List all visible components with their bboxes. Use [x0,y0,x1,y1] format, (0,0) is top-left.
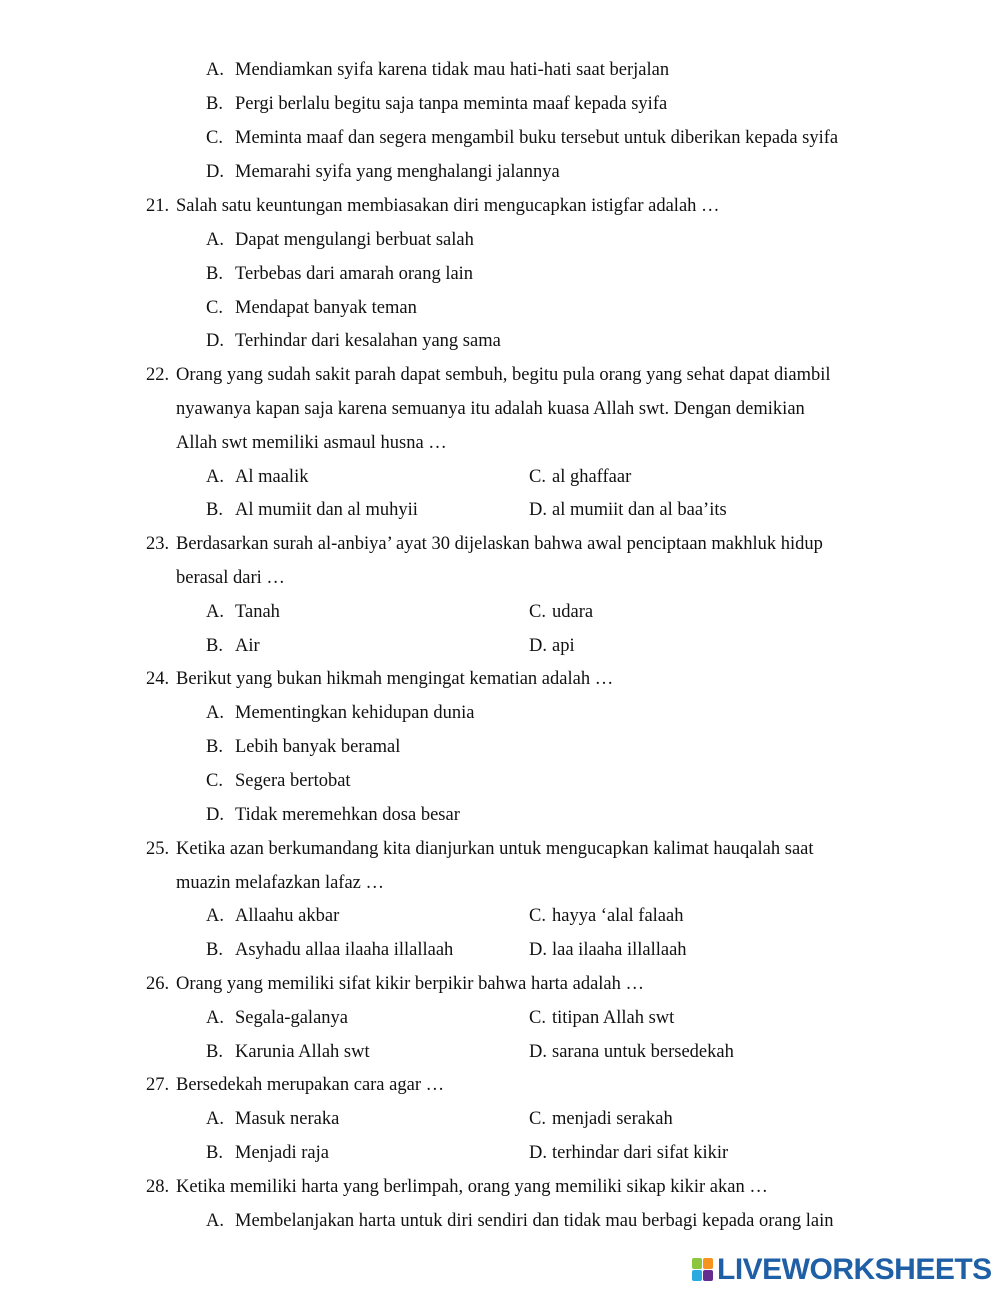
question-text: Orang yang memiliki sifat kikir berpikir bahwa harta adalah … [176,974,645,994]
option-text: udara [552,602,594,622]
liveworksheets-logo[interactable] [692,1254,992,1286]
option-letter: A. [206,1008,224,1028]
question-text: Berdasarkan surah al-anbiya’ ayat 30 dijelaskan bahwa awal penciptaan makhluk hidup [176,534,823,554]
option-letter: D. [206,162,224,182]
option-text: Tanah [235,602,280,622]
question-text: Berikut yang bukan hikmah mengingat kematian adalah … [176,669,614,689]
option-letter: D. [206,805,224,825]
option-letter: A. [206,230,224,250]
option-letter: A. [206,602,224,622]
question-text: Ketika azan berkumandang kita dianjurkan untuk mengucapkan kalimat hauqalah saat [176,839,814,859]
option-letter: C. [529,1109,546,1129]
option-text: terhindar dari sifat kikir [552,1143,729,1163]
option-letter: C. [206,771,223,791]
option-text: al ghaffaar [552,467,632,487]
question-number: 25. [146,839,170,859]
option-letter: A. [206,1109,224,1129]
option-text: Al mumiit dan al muhyii [235,500,418,520]
option-letter: B. [206,737,223,757]
option-letter: B. [206,264,223,284]
option-letter: B. [206,94,223,114]
question-text: Bersedekah merupakan cara agar … [176,1075,445,1095]
option-text: hayya ‘alal falaah [552,906,684,926]
option-letter: B. [206,940,223,960]
option-letter: D. [529,1042,547,1062]
question-text: berasal dari … [176,568,285,588]
option-text: Segera bertobat [235,771,351,791]
question-number: 22. [146,365,170,385]
option-text: api [552,636,575,656]
option-text: sarana untuk bersedekah [552,1042,734,1062]
option-text: Segala-galanya [235,1008,348,1028]
option-text: Masuk neraka [235,1109,340,1129]
option-letter: B. [206,636,223,656]
option-text: Memarahi syifa yang menghalangi jalannya [235,162,560,182]
option-text: Mementingkan kehidupan dunia [235,703,475,723]
option-text: al mumiit dan al baa’its [552,500,727,520]
option-letter: A. [206,467,224,487]
option-letter: D. [206,331,224,351]
question-number: 28. [146,1177,170,1197]
question-number: 27. [146,1075,170,1095]
question-number: 24. [146,669,170,689]
option-text: Allaahu akbar [235,906,340,926]
question-text: Ketika memiliki harta yang berlimpah, orang yang memiliki sikap kikir akan … [176,1177,768,1197]
option-text: Lebih banyak beramal [235,737,401,757]
option-text: menjadi serakah [552,1109,673,1129]
question-text: Allah swt memiliki asmaul husna … [176,433,447,453]
option-text: Pergi berlalu begitu saja tanpa meminta maaf kepada syifa [235,94,668,114]
option-text: Tidak meremehkan dosa besar [235,805,460,825]
option-text: Menjadi raja [235,1143,329,1163]
option-text: Mendapat banyak teman [235,298,417,318]
option-text: Mendiamkan syifa karena tidak mau hati-hati saat berjalan [235,60,670,80]
option-text: Al maalik [235,467,309,487]
option-letter: A. [206,703,224,723]
question-number: 21. [146,196,170,216]
liveworksheets-logo-icon [692,1258,714,1282]
option-letter: C. [529,467,546,487]
option-text: Karunia Allah swt [235,1042,370,1062]
option-letter: B. [206,1042,223,1062]
option-letter: D. [529,1143,547,1163]
question-number: 26. [146,974,170,994]
option-letter: C. [206,298,223,318]
option-letter: A. [206,1211,224,1231]
option-text: titipan Allah swt [552,1008,675,1028]
option-letter: C. [529,602,546,622]
option-letter: B. [206,1143,223,1163]
option-letter: D. [529,940,547,960]
option-letter: D. [529,500,547,520]
option-text: Meminta maaf dan segera mengambil buku tersebut untuk diberikan kepada syifa [235,128,839,148]
option-letter: C. [206,128,223,148]
option-text: Asyhadu allaa ilaaha illallaah [235,940,454,960]
option-letter: B. [206,500,223,520]
question-text: Orang yang sudah sakit parah dapat sembuh, begitu pula orang yang sehat dapat diambil [176,365,831,385]
question-text: Salah satu keuntungan membiasakan diri mengucapkan istigfar adalah … [176,196,720,216]
question-text: nyawanya kapan saja karena semuanya itu adalah kuasa Allah swt. Dengan demikian [176,399,805,419]
option-letter: A. [206,60,224,80]
option-text: Terbebas dari amarah orang lain [235,264,474,284]
option-letter: C. [529,1008,546,1028]
option-text: Air [235,636,260,656]
option-text: Terhindar dari kesalahan yang sama [235,331,501,351]
option-letter: C. [529,906,546,926]
option-text: Membelanjakan harta untuk diri sendiri dan tidak mau berbagi kepada orang lain [235,1211,834,1231]
logo-text: LIVEWORKSHEETS [717,1253,992,1286]
option-letter: D. [529,636,547,656]
question-number: 23. [146,534,170,554]
option-text: Dapat mengulangi berbuat salah [235,230,474,250]
question-text: muazin melafazkan lafaz … [176,873,385,893]
option-letter: A. [206,906,224,926]
option-text: laa ilaaha illallaah [552,940,687,960]
